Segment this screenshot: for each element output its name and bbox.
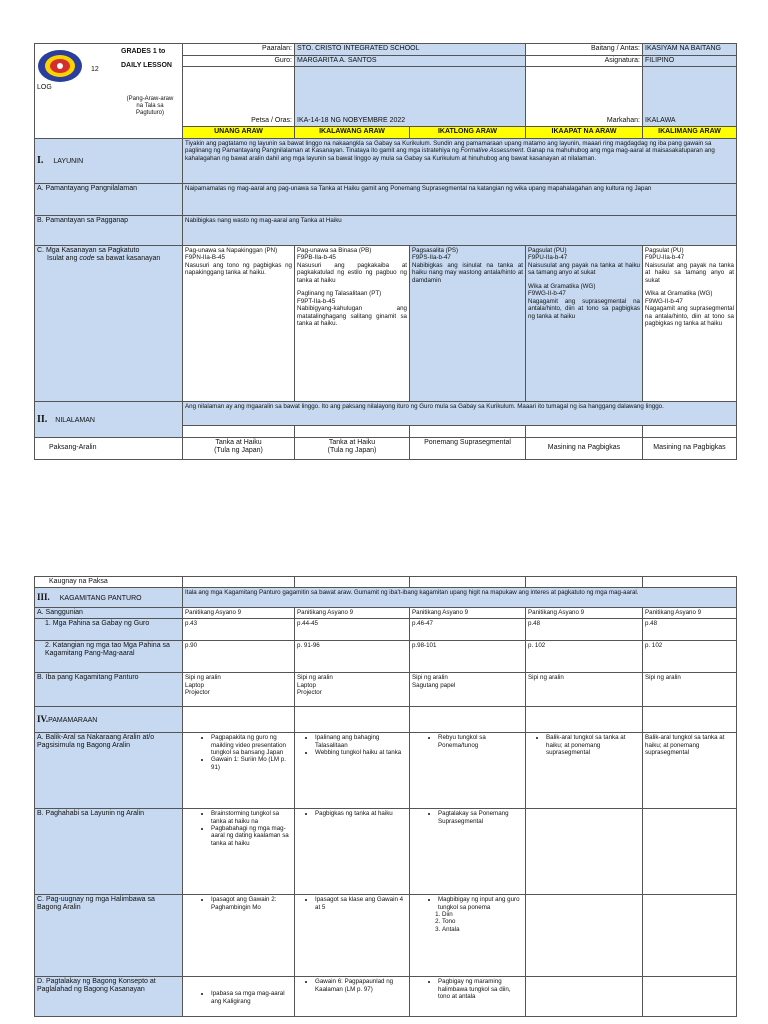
pag-uugnay-day-2: • Ipasagot sa klase ang Gawain 4 at 5 — [295, 895, 410, 977]
day-4-header: IKAAPAT NA ARAW — [526, 127, 643, 139]
paaralan-label: Paaralan: — [183, 44, 295, 56]
petsa-value: IKA-14-18 NG NOBYEMBRE 2022 — [295, 67, 526, 127]
pagganap-text: Nabibigkas nang wasto ng mag-aaral ang Tanka at Haiku — [183, 216, 737, 246]
dll-header-table — [34, 43, 737, 460]
paghahabi-day-2: • Pagbigkas ng tanka at haiku — [295, 809, 410, 895]
dll-lower-table — [34, 576, 737, 1017]
pagtalakay-day-1: • Ipabasa sa mga mag-aaral ang Kaligirang — [183, 977, 295, 1017]
gabay-day-4: p.48 — [526, 619, 643, 641]
grades-12: 12 — [91, 66, 99, 73]
balik-aral-day-1: • Pagpapakita ng guro ng maikling video presentation tungkol sa bansang Japan • Gawain 1: Suriin Mo (LM p. 91) — [183, 733, 295, 809]
paaralan-value: STO. CRISTO INTEGRATED SCHOOL — [295, 44, 526, 56]
pangnilalaman-text: Naipamamalas ng mag-aaral ang pag-unawa sa Tanka at Haiku gamit ang Ponemang Suprasegmental na katangian ng wika upang mapahalagahan ang kultura ng Japan — [183, 184, 737, 216]
kagamitan-heading: III. KAGAMITANG PANTURO — [35, 588, 183, 608]
kagamitan-text: Itala ang mga Kagamitang Panturo gagamitin sa bawat araw. Gumamit ng iba't-ibang kagamitan upang higit na mapukaw ang interes at pagkatuto ng mga mag-aaral. — [183, 588, 737, 608]
nilalaman-heading: II. NILALAMAN — [35, 402, 183, 438]
layunin-text: Tiyakin ang pagtatamo ng layunin sa bawat linggo na nakaangkla sa Gabay sa Kurikulum. Sundin ang pamamaraan upang matamo ang layunin, maaari ring magdagdag ng iba pang gawain sa paglinang ng Pamantayang Pangnilalaman at Kasanayan. Tinataya ito gamit ang mga istratehiya ng Formative Assessment. Ganap na mahuhubog ang mga mag-aaral at maisasakatuparan ang kahalagahan ng bawat aralin dahil ang mga layunin sa bawat linggo ay mula sa Gabay sa Kurikulum at hinuhubog ang bawat kasanayan at nilalaman. — [183, 139, 737, 184]
baitang-value: IKASIYAM NA BAITANG — [643, 44, 737, 56]
paghahabi-label: B. Paghahabi sa Layunin ng Aralin — [35, 809, 183, 895]
layunin-num: I. — [37, 155, 44, 167]
gabay-day-2: p.44-45 — [295, 619, 410, 641]
balik-aral-day-5: Balik-aral tungkol sa tanka at haiku; at ponemang suprasegmental — [643, 733, 737, 809]
pagtalakay-label: D. Pagtalakay ng Bagong Konsepto at Paglalahad ng Bagong Kasanayan — [35, 977, 183, 1017]
iba-day-4: Sipi ng aralin — [526, 673, 643, 707]
iba-day-1: Sipi ng aralin Laptop Projector — [183, 673, 295, 707]
guro-label: Guro: — [183, 55, 295, 67]
layunin-heading — [35, 139, 183, 184]
title-block — [35, 44, 183, 139]
petsa-label: Petsa / Oras: — [183, 67, 295, 127]
balik-aral-day-3: • Rebyu tungkol sa Ponema/tunog — [410, 733, 526, 809]
iba-label: B. Iba pang Kagamitang Panturo — [35, 673, 183, 707]
iba-day-3: Sipi ng aralin Sagutang papel — [410, 673, 526, 707]
deped-logo-icon — [37, 48, 83, 84]
day-5-header: IKALIMANG ARAW — [643, 127, 737, 139]
paksa-day-5: Masining na Pagbigkas — [643, 438, 737, 460]
log-label: LOG — [37, 84, 52, 91]
kasanayan-day-1: Pag-unawa sa Napakinggan (PN) F9PN-IIa-B-45 Nasusuri ang tono ng pagbigkas ng napakinggang tanka at haiku. — [183, 246, 295, 402]
asignatura-label: Asignatura: — [526, 55, 643, 67]
lm-day-5: p. 102 — [643, 641, 737, 673]
nilalaman-text: Ang nilalaman ay ang mgaaralin sa bawat linggo. Ito ang paksang nilalayong ituro ng Guro mula sa Gabay sa Kurikulum. Maaari ito tumagal ng isa hanggang dalawang linggo. — [183, 402, 737, 426]
baitang-label: Baitang / Antas: — [526, 44, 643, 56]
paksa-day-2: Tanka at Haiku (Tula ng Japan) — [295, 438, 410, 460]
paksa-label: Paksang-Aralin — [35, 438, 183, 460]
pagtalakay-day-3: • Pagbigay ng maraming halimbawa tungkol sa diin, tono at antala — [410, 977, 526, 1017]
grades-label: GRADES 1 to — [121, 48, 166, 55]
gabay-day-1: p.43 — [183, 619, 295, 641]
gabay-day-5: p.48 — [643, 619, 737, 641]
day-1-header: UNANG ARAW — [183, 127, 295, 139]
paksa-day-4: Masining na Pagbigkas — [526, 438, 643, 460]
kaugnay-label: Kaugnay na Paksa — [35, 577, 183, 588]
balik-aral-label: A. Balik-Aral sa Nakaraang Aralin at/o Pagsisimula ng Bagong Aralin — [35, 733, 183, 809]
pangnilalaman-label: A. Pamantayang Pangnilalaman — [35, 184, 183, 216]
sanggunian-day-4: Panitikang Asyano 9 — [526, 608, 643, 619]
lm-day-4: p. 102 — [526, 641, 643, 673]
balik-aral-day-2: • Ipalinang ang bahaging Talasalitaan • Webbing tungkol haiku at tanka — [295, 733, 410, 809]
paksa-day-1: Tanka at Haiku (Tula ng Japan) — [183, 438, 295, 460]
gabay-day-3: p.46-47 — [410, 619, 526, 641]
lm-day-1: p.90 — [183, 641, 295, 673]
kasanayan-label: C. Mga Kasanayan sa Pagkatuto Isulat ang code sa bawat kasanayan — [35, 246, 183, 402]
pag-uugnay-label: C. Pag-uugnay ng mga Halimbawa sa Bagong Aralin — [35, 895, 183, 977]
paksa-day-3: Ponemang Suprasegmental — [410, 438, 526, 460]
day-2-header: IKALAWANG ARAW — [295, 127, 410, 139]
paghahabi-day-1: • Brainstorming tungkol sa tanka at haiku na • Pagbabahagi ng mga mag-aaral ng dating kaalaman sa tanka at haiku — [183, 809, 295, 895]
markahan-value: IKALAWA — [643, 67, 737, 127]
daily-lesson-label: DAILY LESSON — [121, 62, 172, 69]
iba-day-5: Sipi ng aralin — [643, 673, 737, 707]
pagtalakay-day-2: • Gawain 6: Pagpapaunlad ng Kaalaman (LM p. 97) — [295, 977, 410, 1017]
sanggunian-day-5: Panitikang Asyano 9 — [643, 608, 737, 619]
kasanayan-day-4: Pagsulat (PU) F9PU-IIa-b-47 Naisusulat ang payak na tanka at haiku sa tamang anyo at sukat Wika at Gramatika (WG) F9WG-II-b-47 Nagagamit ang suprasegmental na antala/hinto, diin at tono sa pagbigkas ng tanka at haiku — [526, 246, 643, 402]
sanggunian-label: A. Sanggunian — [35, 608, 183, 619]
guro-value: MARGARITA A. SANTOS — [295, 55, 526, 67]
iba-day-2: Sipi ng aralin Laptop Projector — [295, 673, 410, 707]
layunin-title: LAYUNIN — [53, 158, 84, 166]
markahan-label: Markahan: — [526, 67, 643, 127]
kasanayan-day-5: Pagsulat (PU) F9PU-IIa-b-47 Naisusulat ang payak na tanka at haiku sa tamang anyo at sukat Wika at Gramatika (WG) F9WG-II-b-47 Nagagamit ang suprasegmental na antala/hinto, diin at tono sa pagbigkas ng tanka at haiku — [643, 246, 737, 402]
kasanayan-day-2: Pag-unawa sa Binasa (PB) F9PB-IIa-b-45 Nasusuri ang pagkakaiba at pagkakatulad ng estilo ng pagbuo ng tanka at haiku Paglinang ng Talasalitaan (PT) F9PT-IIa-b-45 Nabibigyang-kahulugan ang matatalinghagang salitang ginamit sa tanka at haiku. — [295, 246, 410, 402]
sanggunian-day-3: Panitikang Asyano 9 — [410, 608, 526, 619]
paghahabi-day-3: • Pagtalakay sa Ponemang Suprasegmental — [410, 809, 526, 895]
pag-uugnay-day-1: • Ipasagot ang Gawain 2: Paghambingin Mo — [183, 895, 295, 977]
pamamaraan-heading: IV.PAMAMARAAN — [35, 707, 183, 733]
lm-day-2: p. 91-96 — [295, 641, 410, 673]
sanggunian-day-1: Panitikang Asyano 9 — [183, 608, 295, 619]
pagganap-label: B. Pamantayan sa Pagganap — [35, 216, 183, 246]
pag-uugnay-day-3: • Magbibigay ng input ang guro tungkol sa ponema 1. Diin 2. Tono 3. Antala — [410, 895, 526, 977]
lm-day-3: p.98-101 — [410, 641, 526, 673]
dll-subtitle: (Pang-Araw-araw na Tala sa Pagtuturo) — [126, 96, 174, 116]
asignatura-value: FILIPINO — [643, 55, 737, 67]
gabay-label: 1. Mga Pahina sa Gabay ng Guro — [35, 619, 183, 641]
day-3-header: IKATLONG ARAW — [410, 127, 526, 139]
sanggunian-day-2: Panitikang Asyano 9 — [295, 608, 410, 619]
balik-aral-day-4: • Balik-aral tungkol sa tanka at haiku; at ponemang suprasegmental — [526, 733, 643, 809]
lm-label: 2. Katangian ng mga tao Mga Pahina sa Kagamitang Pang-Mag-aaral — [35, 641, 183, 673]
kasanayan-day-3: Pagsasalita (PS) F9PS-IIa-b-47 Nabibigkas ang isinulat na tanka at haiku nang may wastong antala/hinto at damdamin — [410, 246, 526, 402]
